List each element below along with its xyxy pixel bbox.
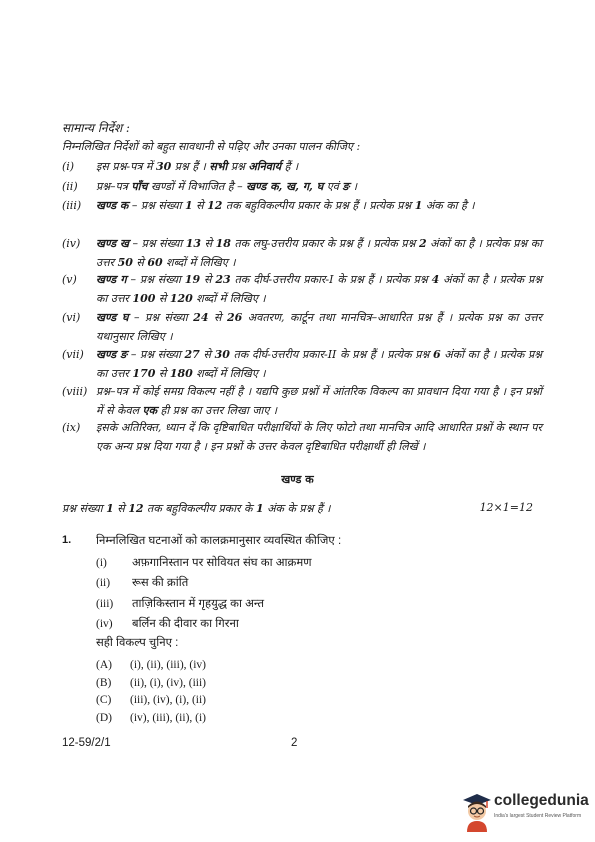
instruction-item [62,157,542,176]
event-label: (ii) [96,577,111,589]
instruction-number: (iii) [62,199,82,212]
instruction-text: खण्ड ग – प्रश्न संख्या 19 से 23 तक दीर्घ-उत्तरीय प्रकार-I के प्रश्न हैं । प्रत्येक प्रश्न 4 अंकों का है । प्रत्येक प्रश्न का उत्तर 100 से 120 शब्दों में लिखिए । [96,273,542,305]
instruction-text: खण्ड ख – प्रश्न संख्या 13 से 18 तक लघु-उत्तरीय प्रकार के प्रश्न हैं । प्रत्येक प्रश्न 2 अंकों का है । प्रत्येक प्रश्न का उत्तर 50 से 60 शब्दों में लिखिए । [96,237,543,269]
choose-prompt: सही विकल्प चुनिए : [96,637,179,649]
instruction-item [62,418,542,456]
question-text: निम्नलिखित घटनाओं को कालक्रमानुसार व्यवस्थित कीजिए : [96,535,342,547]
instruction-text: खण्ड ङ – प्रश्न संख्या 27 से 30 तक दीर्घ-उत्तरीय प्रकार-II के प्रश्न हैं । प्रत्येक प्रश्न 6 अंकों का है । प्रत्येक प्रश्न का उत्तर 170 से 180 शब्दों में लिखिए । [96,348,542,380]
event-item [96,596,264,611]
section-note: प्रश्न संख्या 1 से 12 तक बहुविकल्पीय प्रकार के 1 अंक के प्रश्न हैं । [62,502,331,515]
option-label: (B) [96,677,112,689]
instruction-number: (ix) [62,421,81,434]
option-text: (i), (ii), (iii), (iv) [130,659,207,671]
answer-option [96,659,206,671]
student-mascot-icon [462,792,492,832]
instruction-item [62,234,542,272]
option-text: (iv), (iii), (ii), (i) [130,712,207,724]
section-marks: 12×1=12 [479,501,533,514]
event-item [96,555,312,570]
instruction-number: (i) [62,160,75,173]
event-label: (iii) [96,598,114,610]
instruction-item [62,270,542,308]
event-text: रूस की क्रांति [132,577,189,589]
instruction-text: इस प्रश्न-पत्र में 30 प्रश्न हैं । सभी प्रश्न अनिवार्य हैं । [96,160,299,173]
instruction-text: खण्ड घ – प्रश्न संख्या 24 से 26 अवतरण, कार्टून तथा मानचित्र–आधारित प्रश्न हैं । प्रत्येक प्रश्न का उत्तर यथानुसार लिखिए । [96,311,542,343]
event-text: अफ़गानिस्तान पर सोवियत संघ का आक्रमण [132,557,312,569]
instruction-item [62,196,542,215]
brand-tagline: India's largest Student Review Platform [494,813,582,819]
page-number: 2 [291,737,298,749]
event-label: (iv) [96,618,113,630]
brand-name: collegedunia [494,792,589,809]
instruction-number: (vii) [62,348,84,361]
instruction-item [62,345,542,383]
instruction-text: इसके अतिरिक्त, ध्यान दें कि दृष्टिबाधित परीक्षार्थियों के लिए फोटो तथा मानचित्र आदि आधारित प्रश्नों के स्थान पर एक अन्य प्रश्न दिया गया है । इन प्रश्नों के उत्तर केवल दृष्टिबाधित परीक्षार्थी ही लिखें । [96,421,542,453]
instruction-item [62,177,542,196]
section-title: खण्ड क [281,473,314,486]
option-text: (ii), (i), (iv), (iii) [130,677,207,689]
instruction-number: (viii) [62,385,88,398]
event-text: बर्लिन की दीवार का गिरना [132,618,239,630]
instruction-number: (v) [62,273,77,286]
instruction-item [62,308,542,346]
event-item [96,616,239,631]
option-label: (A) [96,659,112,671]
instructions-intro: निम्नलिखित निर्देशों को बहुत सावधानी से पढ़िए और उनका पालन कीजिए : [62,140,361,153]
instruction-text: प्रश्न–पत्र में कोई समग्र विकल्प नहीं है । यद्यपि कुछ प्रश्नों में आंतरिक विकल्प का प्रावधान दिया गया है । इन प्रश्नों में से केवल एक ही प्रश्न का उत्तर लिखा जाए । [96,385,542,417]
event-item [96,575,188,590]
instruction-text: खण्ड क – प्रश्न संख्या 1 से 12 तक बहुविकल्पीय प्रकार के प्रश्न हैं । प्रत्येक प्रश्न 1 अंक का है । [96,199,475,212]
answer-option [96,677,206,689]
option-label: (C) [96,694,112,706]
instruction-number: (iv) [62,237,81,250]
instruction-number: (ii) [62,180,78,193]
collegedunia-logo [462,792,589,832]
instruction-item [62,382,542,420]
question-number: 1. [62,534,72,546]
paper-code: 12-59/2/1 [62,737,111,749]
event-label: (i) [96,557,107,569]
option-text: (iii), (iv), (i), (ii) [130,694,207,706]
event-text: ताज़िकिस्तान में गृहयुद्ध का अन्त [132,598,265,610]
option-label: (D) [96,712,112,724]
instructions-heading: सामान्य निर्देश : [62,121,130,135]
instruction-number: (vi) [62,311,81,324]
answer-option [96,712,206,724]
instruction-text: प्रश्न–पत्र पाँच खण्डों में विभाजित है – खण्ड क, ख, ग, घ एवं ङ । [96,180,358,193]
answer-option [96,694,206,706]
